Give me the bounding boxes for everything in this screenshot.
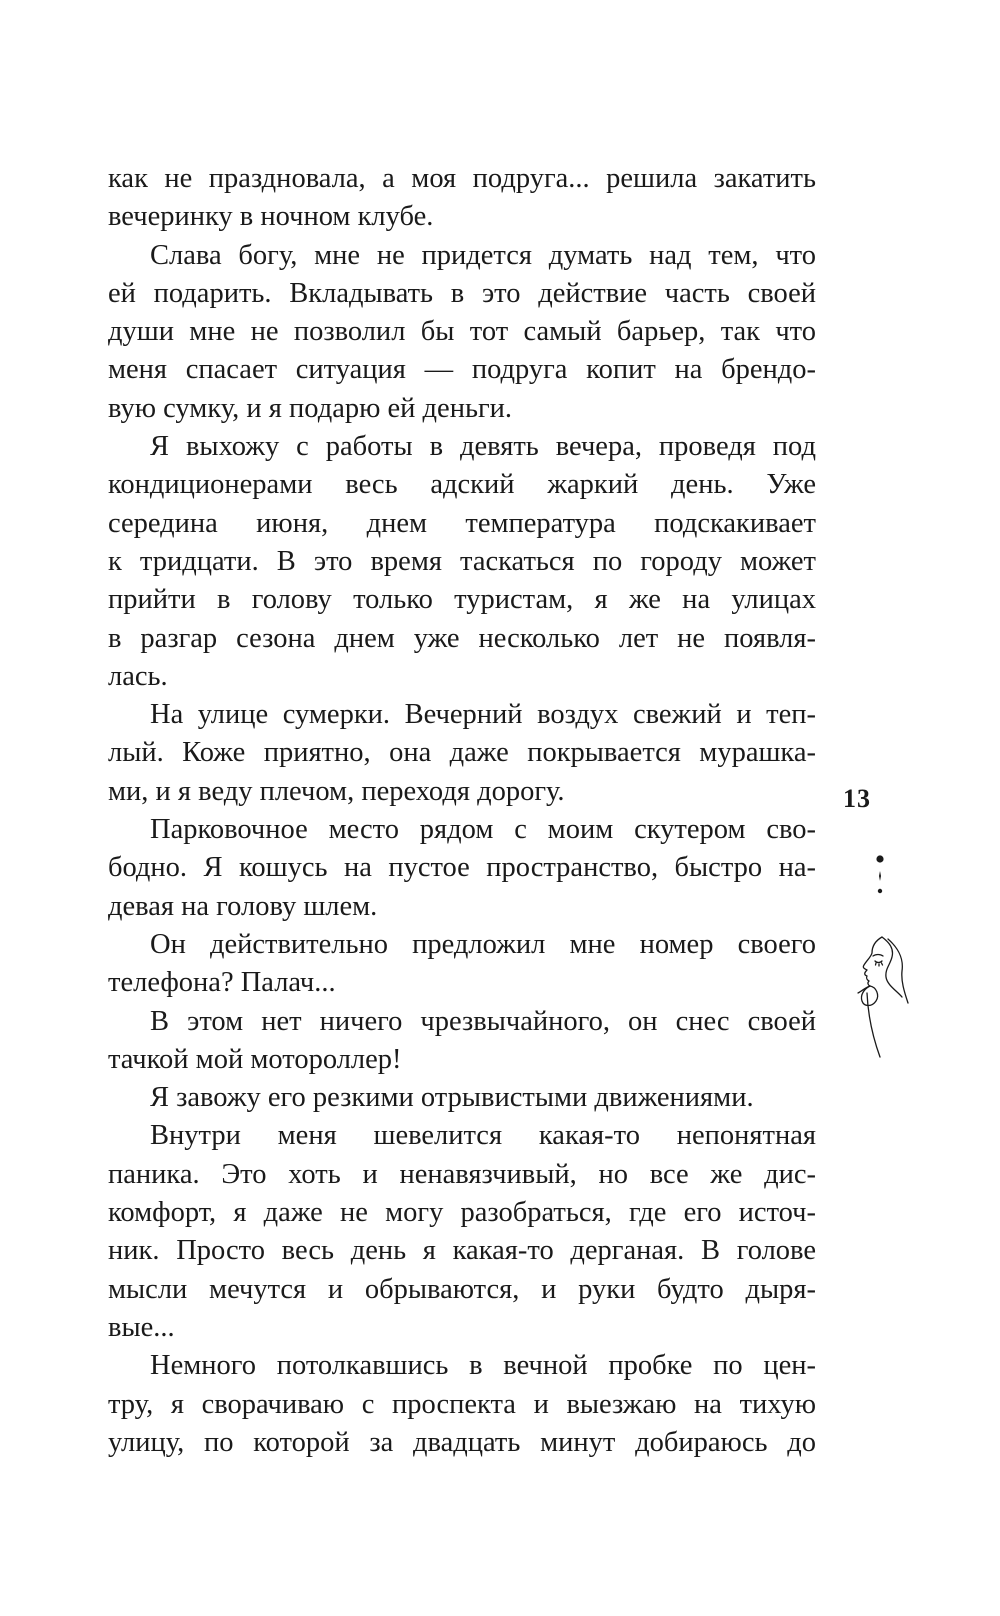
text-line: меня спасает ситуация — подруга копит на брендо- — [108, 354, 816, 386]
text-line: Я выхожу с работы в девять вечера, проведя под — [150, 431, 816, 463]
text-line: ей подарить. Вкладывать в это действие часть своей — [108, 277, 816, 309]
text-line: вечеринку в ночном клубе. — [108, 201, 434, 233]
paragraph — [108, 428, 816, 696]
text-line: прийти в голову только туристам, я же на улицах — [108, 584, 816, 616]
paragraph — [108, 926, 816, 1003]
text-line: бодно. Я кошусь на пустое пространство, быстро на- — [108, 852, 816, 884]
paragraph — [108, 696, 816, 811]
text-line: лый. Коже приятно, она даже покрывается мурашка- — [108, 737, 816, 769]
text-line: Слава богу, мне не придется думать над тем, что — [150, 239, 816, 271]
text-line: как не праздновала, а моя подруга... решила закатить — [108, 163, 816, 194]
text-line: комфорт, я даже не могу разобраться, где его источ- — [108, 1197, 816, 1229]
text-line: Парковочное место рядом с моим скутером сво- — [150, 814, 816, 846]
text-line: лась. — [108, 660, 168, 692]
page-number: 13 — [843, 784, 871, 813]
text-line: Он действительно предложил мне номер своего — [150, 928, 816, 960]
text-line: улицу, по которой за двадцать минут добираюсь до — [108, 1426, 816, 1458]
text-line: мысли мечутся и обрываются, и руки будто дыря- — [108, 1273, 816, 1305]
text-line: тачкой мой мотороллер! — [108, 1043, 402, 1075]
text-line: вые... — [108, 1311, 175, 1343]
paragraph — [108, 1079, 816, 1117]
text-line: девая на голову шлем. — [108, 890, 378, 922]
text-line: середина июня, днем температура подскакивает — [108, 507, 816, 539]
text-line: Внутри меня шевелится какая-то непонятная — [150, 1120, 816, 1152]
text-line: В этом нет ничего чрезвычайного, он снес своей — [150, 1005, 816, 1037]
paragraph — [108, 237, 816, 428]
text-line: кондиционерами весь адский жаркий день. Уже — [108, 469, 816, 501]
text-line: в разгар сезона днем уже несколько лет не появля- — [108, 622, 816, 654]
text-line: души мне не позволил бы тот самый барьер, так что — [108, 316, 816, 348]
paragraph — [108, 811, 816, 926]
paragraph — [108, 1347, 816, 1462]
text-line: телефона? Палач... — [108, 967, 336, 999]
text-line: паника. Это хоть и ненавязчивый, но все же дис- — [108, 1158, 816, 1190]
text-line: ник. Просто весь день я какая-то дерганая. В голове — [108, 1235, 816, 1267]
text-line: Немного потолкавшись в вечной пробке по цен- — [150, 1350, 816, 1382]
paragraph — [108, 1003, 816, 1080]
text-line: тру, я сворачиваю с проспекта и выезжаю на тихую — [108, 1388, 816, 1420]
face-line-art-icon — [842, 935, 917, 1060]
paragraph — [108, 1117, 816, 1347]
text-line: к тридцати. В это время таскаться по городу может — [108, 545, 816, 577]
text-line: На улице сумерки. Вечерний воздух свежий и теп- — [150, 699, 816, 731]
paragraph — [108, 160, 816, 237]
text-line: Я завожу его резкими отрывистыми движениями. — [150, 1082, 754, 1114]
text-line: ми, и я веду плечом, переходя дорогу. — [108, 775, 565, 807]
ornament-dots-icon — [875, 854, 885, 904]
body-text — [108, 160, 816, 1462]
text-line: вую сумку, и я подарю ей деньги. — [108, 392, 513, 424]
